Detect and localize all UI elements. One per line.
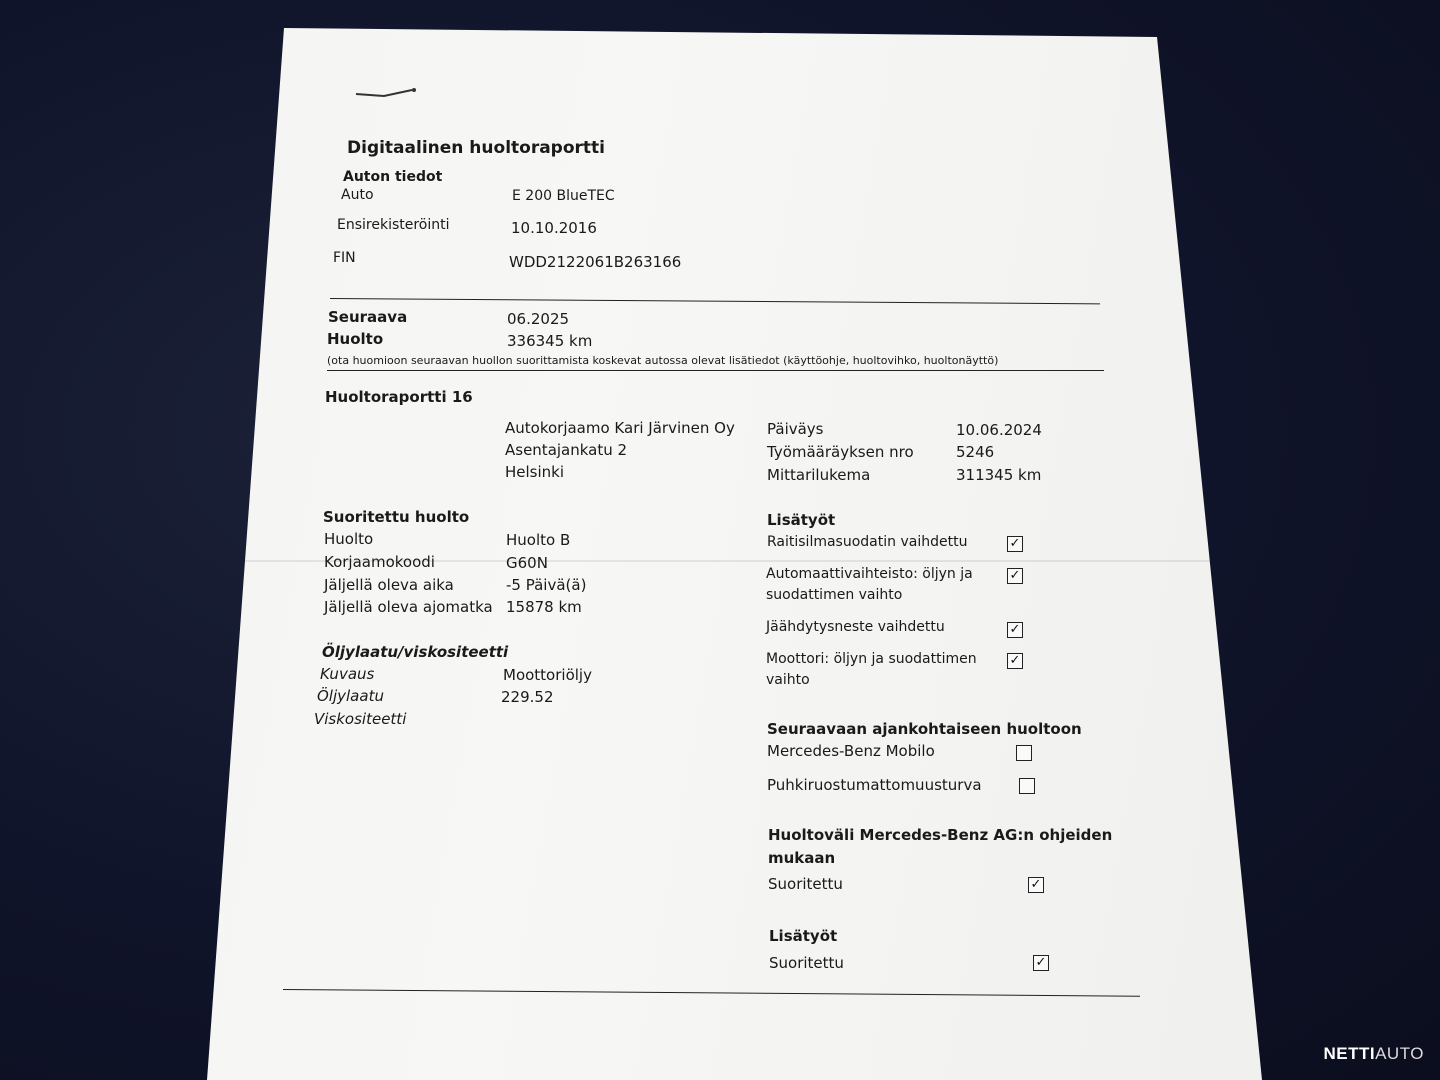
remaining-distance-label: Jäljellä oleva ajomatka — [324, 598, 493, 616]
extra-work-item: Automaattivaihteisto: öljyn ja — [766, 566, 973, 582]
oil-grade-value: 229.52 — [501, 688, 554, 706]
checkbox-unchecked — [1019, 778, 1035, 794]
car-info-heading: Auton tiedot — [343, 169, 443, 185]
workshop-code-label: Korjaamokoodi — [324, 553, 435, 571]
first-reg-label: Ensirekisteröinti — [337, 217, 450, 233]
next-timely-heading: Seuraavaan ajankohtaiseen huoltoon — [767, 720, 1082, 738]
work-order-value: 5246 — [956, 443, 995, 461]
next-service-date: 06.2025 — [507, 310, 570, 328]
extra-work-heading: Lisätyöt — [767, 511, 836, 529]
extra-work-item-cont: vaihto — [766, 672, 810, 688]
interval-done-label: Suoritettu — [768, 875, 843, 893]
remaining-time-label: Jäljellä oleva aika — [324, 576, 454, 594]
extra-work-item: Jäähdytysneste vaihdettu — [766, 619, 945, 635]
remaining-time-value: -5 Päivä(ä) — [506, 576, 587, 594]
checkbox-checked: ✓ — [1033, 955, 1049, 971]
interval-heading-cont: mukaan — [768, 849, 836, 867]
workshop-address: Asentajankatu 2 — [505, 441, 628, 459]
checkbox-checked: ✓ — [1007, 653, 1023, 669]
work-order-label: Työmääräyksen nro — [767, 443, 914, 461]
odometer-value: 311345 km — [956, 466, 1042, 484]
performed-heading: Suoritettu huolto — [323, 508, 470, 526]
service-value: Huolto B — [506, 531, 571, 549]
oil-description-value: Moottoriöljy — [503, 666, 592, 684]
extra-work-item-cont: suodattimen vaihto — [766, 587, 903, 603]
checkbox-checked: ✓ — [1007, 622, 1023, 638]
rust-warranty-label: Puhkiruostumattomuusturva — [767, 776, 982, 794]
oil-heading: Öljylaatu/viskositeetti — [322, 643, 509, 661]
nettiauto-logo: NETTIAUTO — [1323, 1044, 1424, 1063]
mobilo-label: Mercedes-Benz Mobilo — [767, 742, 935, 760]
oil-grade-label: Öljylaatu — [317, 687, 384, 705]
report-heading: Huoltoraportti 16 — [325, 388, 473, 406]
viscosity-label: Viskositeetti — [314, 710, 407, 728]
next-service-km: 336345 km — [507, 332, 593, 350]
odometer-label: Mittarilukema — [767, 466, 871, 484]
checkbox-checked: ✓ — [1028, 877, 1044, 893]
next-service-label: Seuraava — [328, 308, 408, 326]
checkbox-checked: ✓ — [1007, 536, 1023, 552]
extra-work-item: Raitisilmasuodatin vaihdettu — [767, 534, 968, 550]
date-label: Päiväys — [767, 420, 824, 438]
workshop-code-value: G60N — [506, 554, 548, 572]
checkbox-unchecked — [1016, 745, 1032, 761]
page-title: Digitaalinen huoltoraportti — [347, 138, 605, 158]
fin-value: WDD2122061B263166 — [509, 253, 682, 271]
next-service-note: (ota huomioon seuraavan huollon suorittamista koskevat autossa olevat lisätiedot (käyttöohje, huoltovihko, huoltonäyttö) — [327, 354, 999, 367]
extra-work-item: Moottori: öljyn ja suodattimen — [766, 651, 977, 667]
extra-final-done-label: Suoritettu — [769, 954, 844, 972]
oil-description-label: Kuvaus — [320, 665, 375, 683]
car-label: Auto — [341, 187, 374, 203]
date-value: 10.06.2024 — [956, 421, 1042, 439]
signature-mark — [354, 84, 434, 114]
interval-heading: Huoltoväli Mercedes-Benz AG:n ohjeiden — [768, 826, 1113, 844]
car-value: E 200 BlueTEC — [512, 188, 615, 204]
service-label: Huolto — [324, 530, 374, 548]
next-service-label-2: Huolto — [327, 330, 384, 348]
workshop-name: Autokorjaamo Kari Järvinen Oy — [505, 419, 735, 437]
first-reg-value: 10.10.2016 — [511, 219, 597, 237]
remaining-distance-value: 15878 km — [506, 598, 582, 616]
workshop-city: Helsinki — [505, 463, 565, 481]
checkbox-checked: ✓ — [1007, 568, 1023, 584]
extra-final-heading: Lisätyöt — [769, 927, 838, 945]
divider — [327, 370, 1104, 371]
fin-label: FIN — [333, 250, 356, 266]
